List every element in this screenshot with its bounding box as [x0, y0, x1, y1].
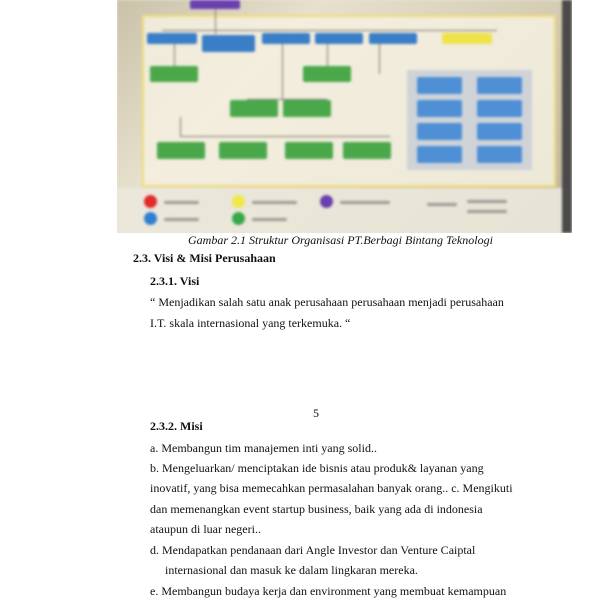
org-box — [202, 35, 255, 52]
org-box — [369, 33, 417, 44]
misi-line: inovatif, yang bisa memecahkan permasalahan banyak orang.. c. Mengikuti — [150, 481, 513, 495]
org-box — [303, 66, 351, 82]
misi-line: a. Membangun tim manajemen inti yang solid.. — [150, 441, 377, 455]
org-box — [262, 33, 310, 44]
org-box — [219, 142, 267, 159]
misi-line: b. Mengeluarkan/ menciptakan ide bisnis atau produk& layanan yang — [150, 461, 484, 475]
org-box-top — [190, 0, 240, 9]
org-box — [283, 100, 331, 117]
org-box — [230, 100, 278, 117]
page-number: 5 — [313, 406, 319, 420]
misi-line: internasional dan masuk ke dalam lingkaran mereka. — [165, 563, 418, 577]
org-box — [442, 33, 492, 44]
visi-line: “ Menjadikan salah satu anak perusahaan perusahaan menjadi perusahaan — [150, 295, 504, 309]
visi-line: I.T. skala internasional yang terkemuka. “ — [150, 316, 351, 330]
org-box — [343, 142, 391, 159]
org-box — [157, 142, 205, 159]
org-box — [315, 33, 363, 44]
figure-caption: Gambar 2.1 Struktur Organisasi PT.Berbagi Bintang Teknologi — [188, 233, 493, 247]
org-box — [147, 33, 197, 44]
misi-line: ataupun di luar negeri.. — [150, 522, 261, 536]
org-chart-image — [117, 0, 572, 233]
section-heading: 2.3. Visi & Misi Perusahaan — [133, 251, 276, 265]
misi-line: dan memenangkan event startup business, baik yang ada di indonesia — [150, 502, 483, 516]
visi-heading: 2.3.1. Visi — [150, 274, 200, 288]
org-box — [285, 142, 333, 159]
misi-line: e. Membangun budaya kerja dan environment yang membuat kemampuan — [150, 584, 507, 598]
org-box — [150, 66, 198, 82]
misi-heading: 2.3.2. Misi — [150, 419, 203, 433]
misi-line: d. Mendapatkan pendanaan dari Angle Investor dan Venture Caiptal — [150, 543, 476, 557]
